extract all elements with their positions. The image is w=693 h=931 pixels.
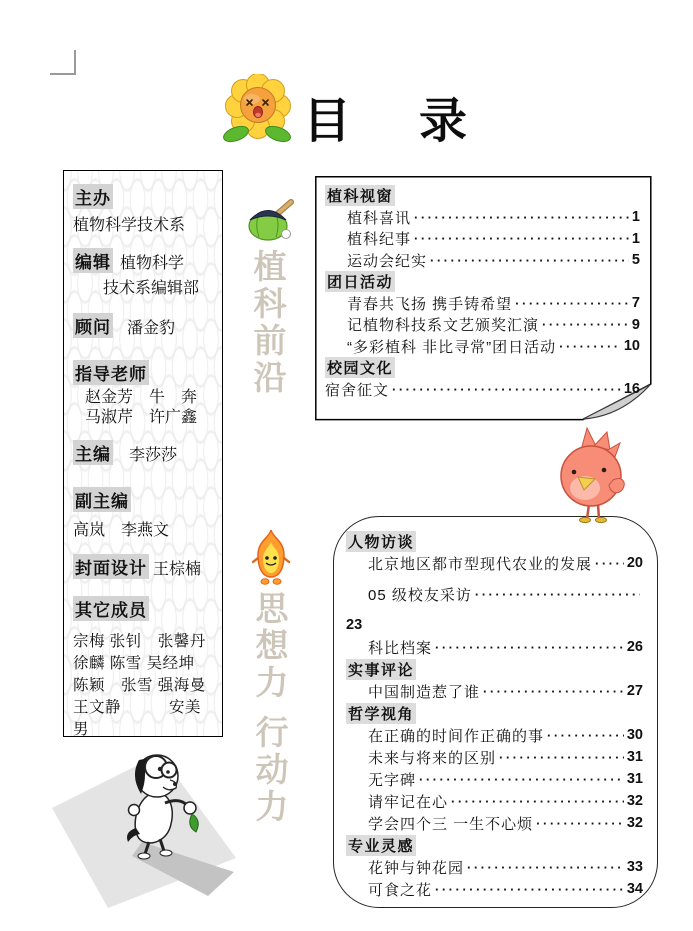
page-number: 16: [623, 381, 640, 398]
staff-value: 王文静 安美男: [73, 699, 202, 738]
staff-value: 陈颖 张雪 强海曼: [73, 677, 206, 694]
staff-label: 其它成员: [73, 596, 149, 621]
toc-item: 学会四个三 一生不心烦 ····· 32: [346, 812, 643, 834]
page-number: 31: [626, 771, 643, 787]
dot-leader: [483, 684, 624, 699]
toc-item: 北京地区都市型现代农业的发展 ····· 20: [346, 552, 643, 574]
vertical-banner-xingdongli: 行动力: [255, 716, 289, 826]
toc-section-header: 植科视窗: [325, 185, 395, 206]
crop-corner-mark: [50, 73, 76, 75]
page-number: 1: [631, 230, 640, 247]
toc-item: 未来与将来的区别 ····· 31: [346, 746, 643, 768]
toc-item: 可食之花 ····· 34: [346, 878, 643, 900]
staff-label: 指导老师: [73, 360, 149, 385]
page-number: 1: [631, 209, 640, 226]
dot-leader: [467, 860, 624, 875]
dot-leader: [547, 728, 624, 743]
dot-leader: [515, 296, 629, 311]
sprout-character-icon: [246, 199, 294, 243]
toc-item: 记植物科技系文艺颁奖汇演 ····· 9: [325, 314, 640, 336]
dot-leader: [414, 231, 629, 246]
dot-leader: [435, 640, 624, 655]
staff-value: 王棕楠: [153, 561, 202, 578]
staff-value: 赵金芳 牛 奔: [85, 389, 198, 406]
dot-leader: [559, 339, 621, 354]
chick-character-icon: [543, 424, 643, 526]
staff-label: 封面设计: [73, 554, 149, 579]
page-number: 5: [631, 252, 640, 269]
toc-item: 宿舍征文 ····· 16: [325, 379, 640, 401]
staff-value: 植物科学: [120, 255, 185, 272]
toc-item: “多彩植科 非比寻常”团日活动 ····· 10: [325, 336, 640, 358]
toc-section-header: 人物访谈: [346, 531, 416, 552]
staff-value: 高岚 李燕文: [73, 522, 170, 539]
staff-value: 宗梅 张钊 张馨丹: [73, 633, 206, 650]
staff-label: 副主编: [73, 487, 131, 512]
page-number: 30: [626, 727, 643, 743]
page-number: 34: [626, 881, 643, 897]
dot-leader: [430, 253, 629, 268]
staff-value: 马淑芹 许广鑫: [85, 409, 198, 426]
page-number: 27: [626, 683, 643, 699]
vertical-banner-qianyan: 植科前沿: [253, 250, 287, 397]
page-number: 9: [631, 316, 640, 333]
dot-leader: [419, 772, 624, 787]
dot-leader: [595, 556, 624, 571]
dot-leader: [536, 816, 624, 831]
toc-item: 花钟与钟花园 ····· 33: [346, 856, 643, 878]
dot-leader: [451, 794, 624, 809]
toc-item: 无字碑 ····· 31: [346, 768, 643, 790]
staff-value: 潘金豹: [127, 320, 176, 337]
page-number: 31: [626, 749, 643, 765]
toc-section-header: 实事评论: [346, 659, 416, 680]
dot-leader: [392, 382, 621, 397]
dog-walking-illustration: [50, 746, 238, 918]
toc-item: 植科喜讯 ····· 1: [325, 207, 640, 229]
page-title: 目 录: [303, 95, 478, 148]
dot-leader: [435, 882, 624, 897]
page-number: 20: [626, 555, 643, 571]
toc-item: 05 级校友采访 ·····: [346, 583, 643, 605]
dot-leader: [414, 210, 629, 225]
page-number: 32: [626, 815, 643, 831]
toc-box1: [315, 176, 652, 421]
toc-box2: [333, 516, 658, 908]
staff-label: 主办: [73, 184, 113, 209]
toc-item: 青春共飞扬 携手铸希望 ····· 7: [325, 293, 640, 315]
dot-leader: [499, 750, 624, 765]
crop-corner-mark: [74, 50, 76, 75]
page-number: 7: [631, 295, 640, 312]
page-number: 26: [626, 639, 643, 655]
toc-item: 运动会纪实 ····· 5: [325, 250, 640, 272]
page-number: 32: [626, 793, 643, 809]
sunflower-icon: [220, 74, 296, 144]
page-number: 10: [623, 338, 640, 355]
toc-section-header: 哲学视角: [346, 703, 416, 724]
staff-value: 李莎莎: [129, 447, 178, 464]
dot-leader: [475, 587, 640, 602]
staff-box: [63, 170, 223, 737]
toc-item: 在正确的时间作正确的事 ····· 30: [346, 724, 643, 746]
staff-label: 主编: [73, 440, 113, 465]
toc-section-header: 团日活动: [325, 271, 395, 292]
staff-value: 技术系编辑部: [103, 280, 200, 297]
wrapped-page-number: 23: [346, 617, 363, 633]
toc-item: 植科纪事 ····· 1: [325, 228, 640, 250]
toc-section-header: 专业灵感: [346, 835, 416, 856]
staff-value: 植物科学技术系: [73, 217, 186, 234]
toc-section-header: 校园文化: [325, 357, 395, 378]
page-number: 33: [626, 859, 643, 875]
toc-item: 中国制造惹了谁 ····· 27: [346, 680, 643, 702]
staff-value: 徐麟 陈雪 吴经坤: [73, 655, 195, 672]
toc-item: 科比档案 ····· 26: [346, 636, 643, 658]
dot-leader: [542, 317, 629, 332]
flame-character-icon: [251, 528, 291, 586]
toc-item: 请牢记在心 ····· 32: [346, 790, 643, 812]
vertical-banner-sixiangli: 思想力: [255, 592, 289, 702]
staff-label: 顾问: [73, 313, 113, 338]
staff-label: 编辑: [73, 248, 113, 273]
